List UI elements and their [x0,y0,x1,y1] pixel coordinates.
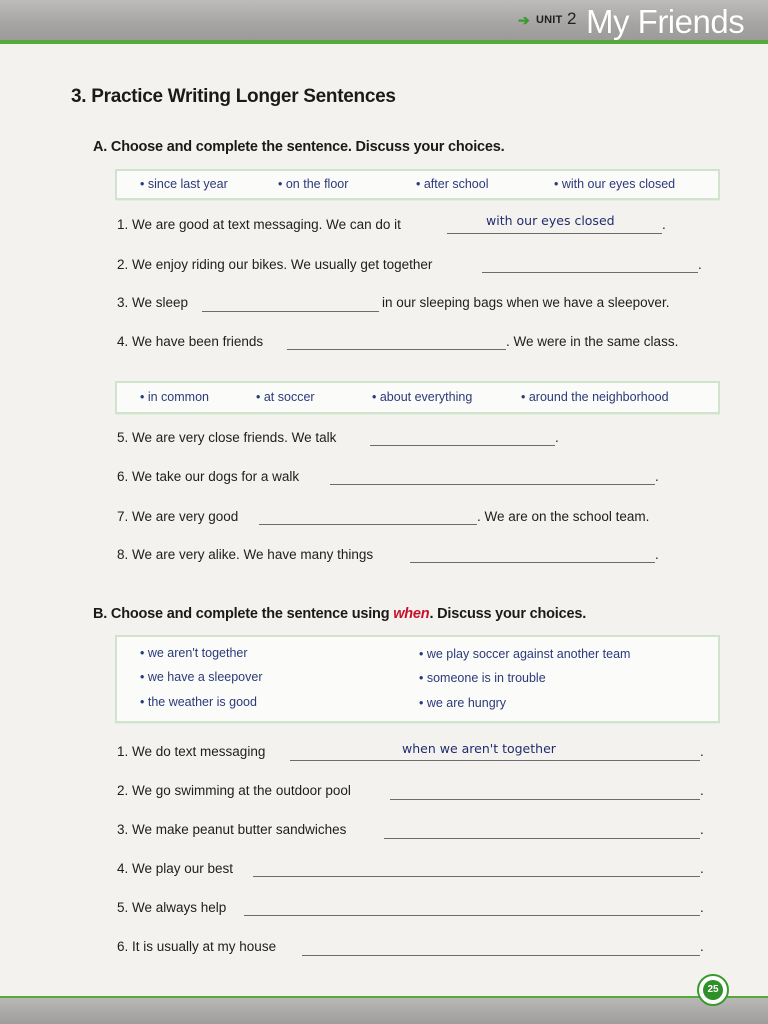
word-bank-option: • on the floor [278,177,349,191]
answer-blank[interactable] [330,484,655,485]
sentence-tail: . [700,939,704,954]
footer-band [0,998,768,1024]
sentence-tail: . [655,547,659,562]
word-bank-option: • the weather is good [140,695,257,709]
section-title: 3. Practice Writing Longer Sentences [71,86,396,107]
sentence-tail: . We are on the school team. [477,509,650,524]
sentence-a2: 2. We enjoy riding our bikes. We usually get together [117,257,433,272]
word-bank-option: • with our eyes closed [554,177,676,191]
answer-blank[interactable] [482,272,698,273]
answer-blank[interactable] [410,562,655,563]
answer-blank[interactable] [384,838,700,839]
sentence-tail: in our sleeping bags when we have a sleepover. [382,295,670,310]
sentence-tail: . [700,744,704,759]
handwritten-answer: when we aren't together [402,741,556,756]
word-bank-option: • about everything [372,390,473,404]
heading-text: . Discuss your choices. [429,606,587,622]
sentence-tail: . [662,217,666,232]
answer-blank[interactable] [390,799,700,800]
word-bank-option: • after school [416,177,489,191]
answer-blank[interactable] [202,311,379,312]
word-bank-option: • we are hungry [419,696,507,710]
sentence-a3: 3. We sleep [117,295,189,310]
sentence-tail: . [700,900,704,915]
answer-blank[interactable] [253,876,700,877]
page-badge [697,974,729,1006]
page-number: 25 [707,984,719,995]
word-bank-option: • in common [140,390,209,404]
answer-blank[interactable] [287,349,506,350]
word-bank-option: • someone is in trouble [419,671,546,685]
word-bank-option: • we have a sleepover [140,670,263,684]
soccer-ball-icon [703,980,723,1000]
unit-title: My Friends [586,3,745,40]
sentence-a8: 8. We are very alike. We have many things [117,547,374,562]
sentence-tail: . [698,257,702,272]
word-bank-option: • we aren't together [140,646,248,660]
heading-keyword: when [393,606,430,622]
answer-blank[interactable] [290,760,700,761]
sentence-b1: 1. We do text messaging [117,744,266,759]
sentence-a6: 6. We take our dogs for a walk [117,469,300,484]
sentence-tail: . [700,861,704,876]
sentence-a7: 7. We are very good [117,509,239,524]
sentence-a1: 1. We are good at text messaging. We can do it [117,217,401,232]
sentence-tail: . [700,822,704,837]
unit-number: 2 [567,9,577,28]
sentence-tail: . We were in the same class. [506,334,679,349]
answer-blank[interactable] [244,915,700,916]
sentence-b6: 6. It is usually at my house [117,939,277,954]
word-bank-option: • since last year [140,177,228,191]
unit-label: UNIT [536,14,563,26]
answer-blank[interactable] [370,445,555,446]
answer-blank[interactable] [447,233,662,234]
unit-header-band [0,0,768,44]
handwritten-answer: with our eyes closed [486,213,615,228]
sentence-tail: . [555,430,559,445]
word-bank-option: • we play soccer against another team [419,647,631,661]
heading-text: B. Choose and complete the sentence using [93,606,394,622]
word-bank-option: • at soccer [256,390,315,404]
sentence-tail: . [655,469,659,484]
sentence-a5: 5. We are very close friends. We talk [117,430,337,445]
sentence-a4: 4. We have been friends [117,334,264,349]
sentence-tail: . [700,783,704,798]
part-a-heading: A. Choose and complete the sentence. Discuss your choices. [93,139,505,155]
sentence-b4: 4. We play our best [117,861,234,876]
sentence-b3: 3. We make peanut butter sandwiches [117,822,347,837]
sentence-b2: 2. We go swimming at the outdoor pool [117,783,351,798]
part-b-heading [93,606,586,622]
sentence-b5: 5. We always help [117,900,227,915]
answer-blank[interactable] [302,955,700,956]
arrow-right-icon: ➔ [518,12,530,28]
answer-blank[interactable] [259,524,477,525]
word-bank-option: • around the neighborhood [521,390,669,404]
